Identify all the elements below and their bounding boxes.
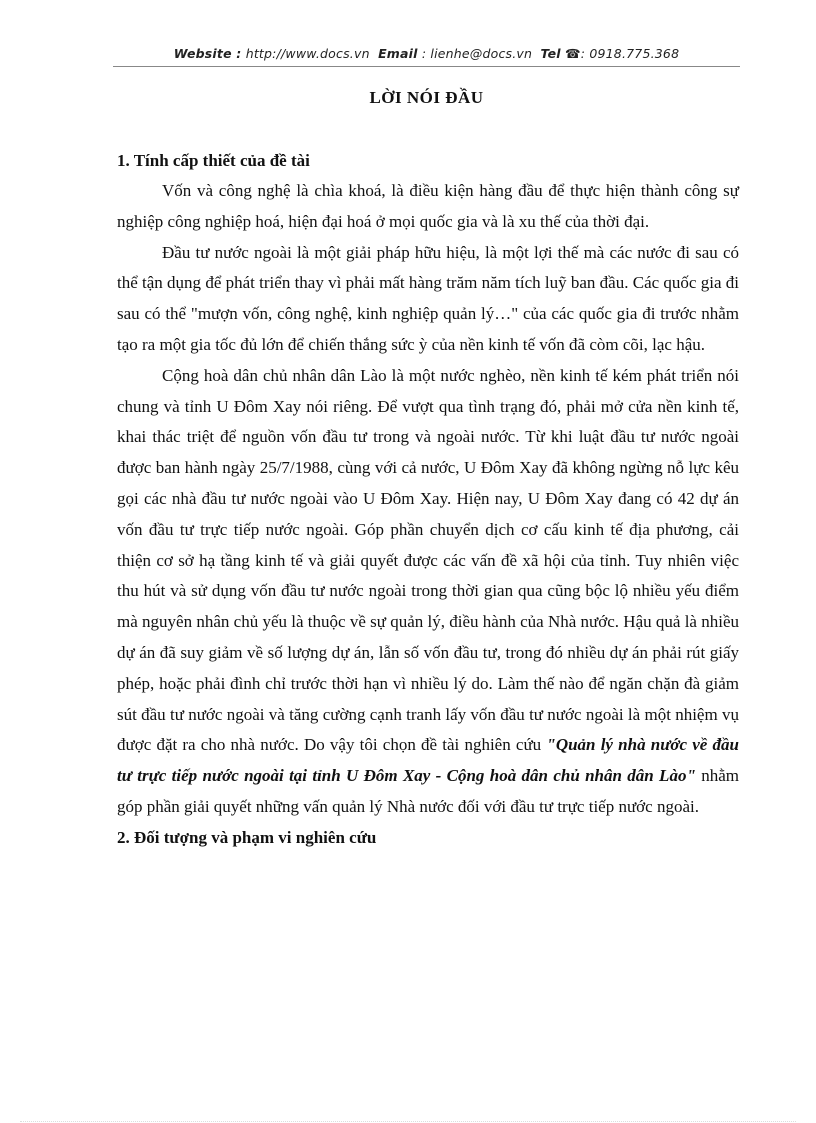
email-label: Email: [378, 46, 418, 61]
tel-label: Tel: [540, 46, 561, 61]
tel-value: : 0918.775.368: [580, 46, 680, 61]
website-label: Website :: [173, 46, 242, 61]
page-title: LỜI NÓI ĐẦU: [369, 88, 484, 107]
thesis-title: "Quản lý nhà nước về đầu tư trực tiếp nước ngoài tại tỉnh U Đôm Xay - Cộng hoà dân chủ nhân dân Lào": [117, 735, 740, 786]
phone-icon: ☎: [564, 46, 581, 61]
paragraph-3-text-end: nhằm góp phần giải quyết những vấn quản lý Nhà nước đối với đầu tư trực tiếp nước ngoài.: [117, 766, 739, 816]
paragraph-3-text-start: Cộng hoà dân chủ nhân dân Lào là một nước nghèo, nền kinh tế kém phát triển nói chung và tỉnh U Đôm Xay nói riêng. Để vượt qua tình trạng đó, phải mở cửa nền kinh tế, khai thác triệt để nguồn vốn đầu tư trong và ngoài nước. Từ khi luật đầu tư nước ngoài được ban hành ngày 25/7/1988, cùng với cả nước, U Đôm Xay đã không ngừng nỗ lực kêu gọi các nhà đầu tư nước ngoài vào U Đôm Xay. Hiện nay, U Đôm Xay đang có 42 dự án vốn đầu tư trực tiếp nước ngoài. Góp phần chuyển dịch cơ cấu kinh tế địa phương, cải thiện cơ sở hạ tầng kinh tế và giải quyết được các vấn đề xã hội của tỉnh. Tuy nhiên việc thu hút và sử dụng vốn đầu tư nước ngoài trong thời gian qua cũng bộc lộ nhiều yếu điểm mà nguyên nhân chủ yếu là thuộc về sự quản lý, điều hành của Nhà nước. Hậu quả là nhiều dự án đã suy giảm về số lượng dự án, lẫn số vốn đầu tư, trong đó nhiều dự án phải rút giấy phép, hoặc phải đình chỉ trước thời hạn vì nhiều lý do. Làm thế nào để ngăn chặn đà giảm sút đầu tư nước ngoài và tăng cường cạnh tranh lấy vốn đầu tư nước ngoài là một nhiệm vụ được đặt ra cho nhà nước. Do vậy tôi chọn đề tài nghiên cứu: [117, 365, 739, 755]
section-1-paragraph-1: Vốn và công nghệ là chìa khoá, là điều kiện hàng đầu để thực hiện thành công sự nghiệp công nghiệp hoá, hiện đại hoá ở mọi quốc gia và là xu thế của thời đại.: [117, 181, 739, 231]
document-body: [117, 146, 739, 853]
header-divider: [113, 66, 740, 67]
page-bottom-divider: [20, 1121, 796, 1122]
page-header: [113, 46, 740, 61]
section-1-paragraph-3: [117, 361, 739, 823]
section-1-paragraph-2: Đầu tư nước ngoài là một giải pháp hữu hiệu, là một lợi thế mà các nước đi sau có thể tận dụng để phát triển thay vì phải mất hàng trăm năm tích luỹ ban đầu. Các quốc gia đi sau có thể "mượn vốn, công nghệ, kinh nghiệp quản lý…" của các quốc gia đi trước nhằm tạo ra một gia tốc đủ lớn để chiến thắng sức ỳ của nền kinh tế vốn đã còm cõi, lạc hậu.: [117, 242, 739, 354]
website-value[interactable]: http://www.docs.vn: [245, 46, 370, 61]
section-2-heading: 2. Đối tượng và phạm vi nghiên cứu: [117, 827, 377, 847]
email-value[interactable]: : lienhe@docs.vn: [421, 46, 533, 61]
section-1-heading: 1. Tính cấp thiết của đề tài: [117, 151, 310, 170]
